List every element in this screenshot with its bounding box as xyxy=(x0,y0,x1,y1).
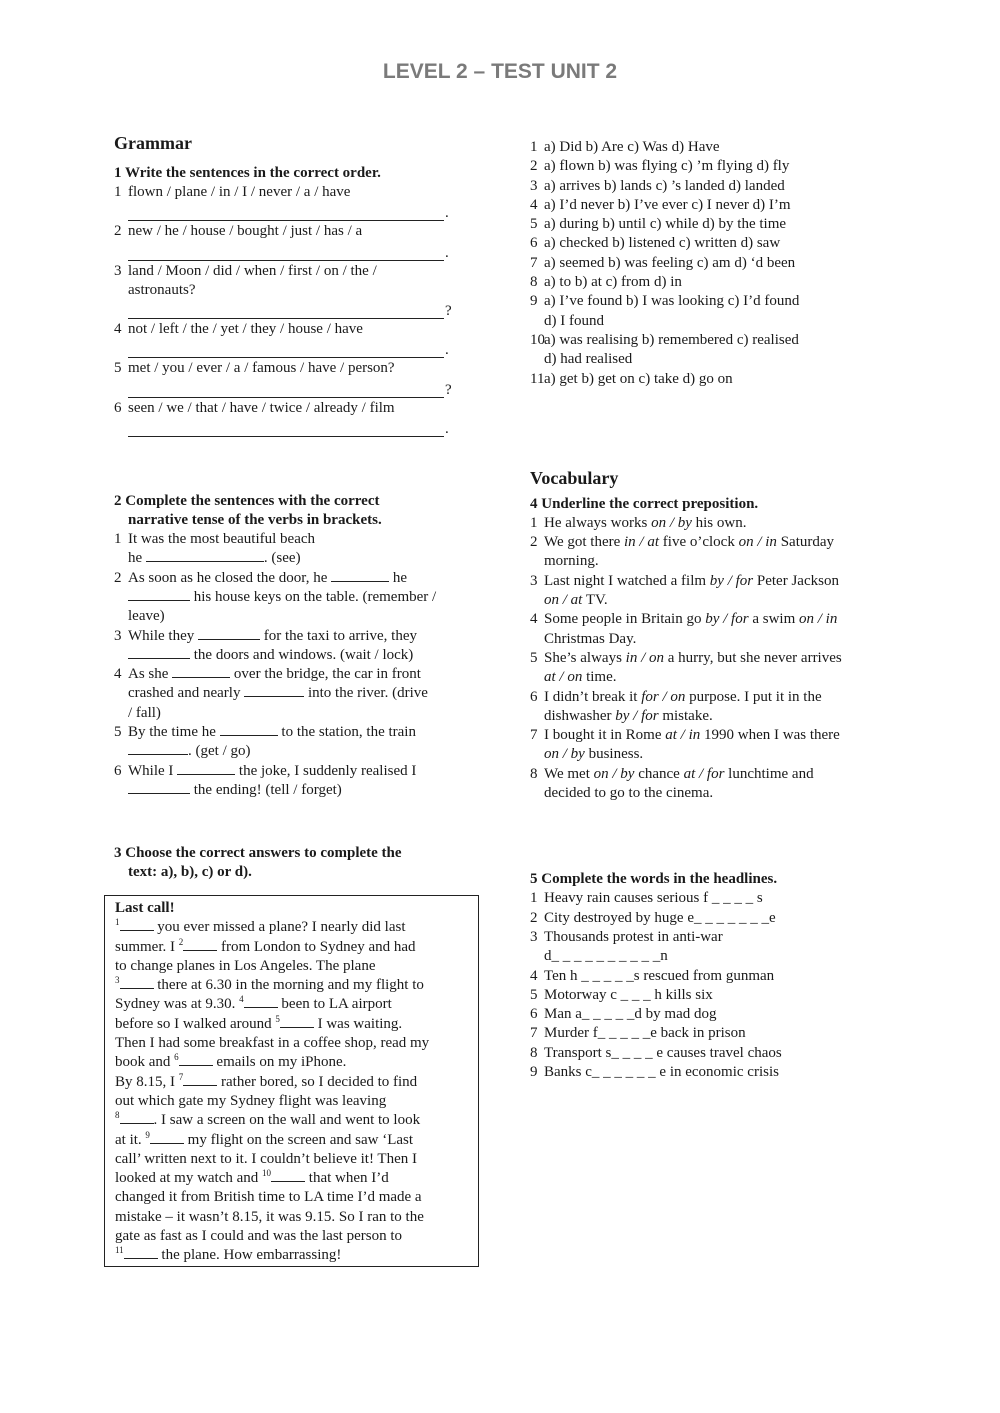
gap-6[interactable] xyxy=(179,1053,213,1066)
ex2-instruction: 2 Complete the sentences with the correct xyxy=(114,493,380,510)
vocabulary-heading: Vocabulary xyxy=(530,467,619,488)
option-row-4[interactable]: 4 a) I’d never b) I’ve ever c) I never d) I’m xyxy=(530,196,791,213)
answer-line[interactable] xyxy=(128,242,444,261)
ex3-instruction: 3 Choose the correct answers to complete the xyxy=(114,845,402,862)
ex1-item-6: 6 seen / we / that / have / twice / already / film . xyxy=(114,399,449,438)
right-column: 1 a) Did b) Are c) Was d) Have 2 a) flown b) was flying c) ’m flying d) fly 3 a) arrives b) lands c) ’s landed d) landed 4 a) I’d never b) I’ve ever c) I never d) I’m 5 a) during b) until c) while d) by the time 6 a) checked b) listened c) written d) saw 7 a) seemed b) was feeling c) am d) ‘d been 8 a) to b) at c) from d) in 9 a) I’ve found b) I was looking c) I’d found d) I found 10 a) was realising b) remembered c) realised d) had realised 11 a) get b) get on c) take d) go on Vocabulary 4 Underline the correct preposition. 1 He always works on / by his own. 2 We got there in / at five o’clock on / in Saturday morning. 3 Last night I watched a film by / for Peter Jackson on / at TV. 4 Some people in Britain go by / for a swim on / in Christmas Day. 5 She’s always in / on a hurry, but she never arrives at / on time. 6 I didn’t break it for / on purpose. I put it in the dishwasher by / for mistake. 7 I bought it in Rome at / in 1990 when I was there on / by business. 8 We met on / by chance at / for lunchtime and decided to go to the cinema. 5 Complete the words in the headlines. 1 Heavy rain causes serious f _ _ _ _ s 2 City destroyed by huge e_ _ _ _ _ _ _e 3 Thousands protest in anti-war d_ _ _ _ _ _ _ _ _ _n 4 Ten h _ _ _ _ _s rescued from gunman 5 Motorway c _ _ _ h kills six 6 Man a_ _ _ _ _d by mad dog 7 Murder f_ _ _ _ _e back in prison 8 Transport s_ _ _ _ e causes travel chaos 9 Banks c_ _ _ _ _ _ e in economic crisis xyxy=(530,138,890,1082)
ex4-item-7: 7 I bought it in Rome at / in 1990 when I was there xyxy=(530,727,840,744)
gap-1[interactable] xyxy=(120,918,154,931)
ex2-item-1: 1 It was the most beautiful beach xyxy=(114,531,316,548)
gap-10[interactable] xyxy=(271,1169,305,1182)
left-column: Grammar 1 Write the sentences in the correct order. 1 flown / plane / in / I / never / a / have . 2 new / he / house / bought / just / has / a . 3 land / Moon / did / when / first / on / the / astronauts? ? 4 not / left / the / yet / they / house / have . 5 met / you / ever / a / famous / have / person? ? 6 seen / we / that / have / twice / already / film . 2 Complete the sentences with the correct narrative tense of the verbs in brackets. 1 It was the most beautiful beach he . (see) 2 As soon as he closed the door, he he his house keys on the table. (remember / leave) 3 While they for the taxi to arrive, they the doors and windows. (wait / lock) 4 As she over the bridge, the car in front crashed and nearly into the river. (drive / fall) 5 By the time he to the station, the train . (get / go) 6 While I the joke, I suddenly realised I the ending! (tell / forget) 3 Choose the correct answers to complete the text: a), b), c) or d). xyxy=(114,130,484,882)
item-text: new / he / house / bought / just / has / a xyxy=(128,223,363,240)
choice[interactable]: in / on xyxy=(625,649,665,666)
choice[interactable]: on / at xyxy=(544,592,583,609)
headline-9[interactable]: 9 Banks c_ _ _ _ _ _ e in economic crisis xyxy=(530,1063,779,1080)
option-row-3[interactable]: 3 a) arrives b) lands c) ’s landed d) landed xyxy=(530,177,785,194)
headline-6[interactable]: 6 Man a_ _ _ _ _d by mad dog xyxy=(530,1006,717,1023)
ex4-instruction: 4 Underline the correct preposition. xyxy=(530,495,759,512)
headline-5[interactable]: 5 Motorway c _ _ _ h kills six xyxy=(530,986,713,1003)
choice[interactable]: at / on xyxy=(544,669,583,686)
headline-1[interactable]: 1 Heavy rain causes serious f _ _ _ _ s xyxy=(530,890,763,907)
gap[interactable] xyxy=(244,684,304,697)
gap-8[interactable] xyxy=(120,1111,154,1124)
headline-7[interactable]: 7 Murder f_ _ _ _ _e back in prison xyxy=(530,1025,746,1042)
ex1-item-3: 3 land / Moon / did / when / first / on / the / astronauts? ? xyxy=(114,262,452,320)
choice[interactable]: on / by xyxy=(544,746,585,763)
item-text: not / left / the / yet / they / house / have xyxy=(128,321,363,338)
ex1-item-2: 2 new / he / house / bought / just / has / a . xyxy=(114,223,449,261)
gap[interactable] xyxy=(198,627,260,640)
gap-3[interactable] xyxy=(120,976,154,989)
ex3-instruction-cont: text: a), b), c) or d). xyxy=(128,864,252,881)
gap[interactable] xyxy=(128,742,188,755)
gap[interactable] xyxy=(128,781,190,794)
gap[interactable] xyxy=(128,588,190,601)
ex4-item-3: 3 Last night I watched a film by / for Peter Jackson xyxy=(530,572,839,589)
answer-line[interactable] xyxy=(128,202,444,221)
ex5-instruction: 5 Complete the words in the headlines. xyxy=(530,871,778,888)
grammar-heading: Grammar xyxy=(114,133,192,153)
headline-8[interactable]: 8 Transport s_ _ _ _ e causes travel chaos xyxy=(530,1044,782,1061)
gap[interactable] xyxy=(220,723,278,736)
choice[interactable]: on / in xyxy=(738,534,777,551)
gap-2[interactable] xyxy=(183,938,217,951)
option-row-1[interactable]: 1 a) Did b) Are c) Was d) Have xyxy=(530,139,720,155)
gap[interactable] xyxy=(172,665,230,678)
item-text-cont: astronauts? xyxy=(128,281,196,298)
gap[interactable] xyxy=(331,569,389,582)
choice[interactable]: for / on xyxy=(641,688,686,705)
ex2-item-4: 4 As she over the bridge, the car in front xyxy=(114,666,421,683)
answer-line[interactable] xyxy=(128,418,444,437)
choice[interactable]: at / in xyxy=(665,727,701,744)
choice[interactable]: at / for xyxy=(683,765,725,782)
item-text: seen / we / that / have / twice / already / film xyxy=(128,399,395,416)
story-title: Last call! xyxy=(115,900,175,916)
headline-2[interactable]: 2 City destroyed by huge e_ _ _ _ _ _ _e xyxy=(530,909,776,926)
choice[interactable]: on / by xyxy=(593,765,635,782)
answer-line[interactable] xyxy=(128,379,444,398)
choice[interactable]: in / at xyxy=(624,534,660,551)
ex2-item-5: 5 By the time he to the station, the train xyxy=(114,724,416,741)
ex4-item-6: 6 I didn’t break it for / on purpose. I put it in the xyxy=(530,688,822,705)
ex4-item-4: 4 Some people in Britain go by / for a swim on / in xyxy=(530,611,838,628)
item-text: met / you / ever / a / famous / have / person? xyxy=(128,360,395,377)
gap-11[interactable] xyxy=(124,1246,158,1259)
choice[interactable]: by / for xyxy=(615,707,659,724)
answer-options: 1 a) Did b) Are c) Was d) Have 2 a) flown b) was flying c) ’m flying d) fly 3 a) arrives b) lands c) ’s landed d) landed 4 a) I’d never b) I’ve ever c) I never d) I’m 5 a) during b) until c) while d) by the time 6 a) checked b) listened c) written d) saw 7 a) seemed b) was feeling c) am d) ‘d been 8 a) to b) at c) from d) in 9 a) I’ve found b) I was looking c) I’d found d) I found 10 a) was realising b) remembered c) realised d) had realised 11 a) get b) get on c) take d) go on xyxy=(530,138,890,389)
ex4-item-5: 5 She’s always in / on a hurry, but she never arrives xyxy=(530,649,842,666)
choice[interactable]: on / by xyxy=(651,514,692,531)
ex2-instruction-cont: narrative tense of the verbs in brackets. xyxy=(128,512,382,529)
option-row-5[interactable]: 5 a) during b) until c) while d) by the time xyxy=(530,216,787,233)
option-row-2[interactable]: 2 a) flown b) was flying c) ’m flying d) fly xyxy=(530,158,790,175)
story-box: Last call! $^1$ you ever missed a plane? I nearly did last summer. I $^2$ from London to Sydney and had to change planes in Los Angeles. The plane $^3$ there at 6.30 in the morning and my flight to Sydney was at 9.30. $^4$ been to LA airport before so I walked around $^5$ I was waiting. Then I had some breakfast in a coffee shop, read my book and $^6$ emails on my iPhone. By 8.15, I $^7$ rather bored, so I decided to find out which gate my Sydney flight was leaving $^8$ . I saw a screen on the wall and went to look at it. $^9$ my flight on the screen and saw ‘Last call’ written next to it. I couldn’t believe it! Then I looked at my watch and $^{10}$ that when I’d changed it from British time to LA time I’d made a mistake – it wasn’t 8.15, it was 9.15. So I ran to the gate as fast as I could and was the last person to $^{11}$ the plane. How embarrassing! xyxy=(104,895,479,1267)
answer-line[interactable] xyxy=(128,339,444,358)
ex2-item-2: 2 As soon as he closed the door, he he xyxy=(114,569,408,586)
ex4-item-1: 1 He always works on / by his own. xyxy=(530,514,747,531)
headline-4[interactable]: 4 Ten h _ _ _ _ _s rescued from gunman xyxy=(530,967,775,984)
choice[interactable]: on / in xyxy=(799,611,838,628)
page-title: LEVEL 2 – TEST UNIT 2 xyxy=(382,60,618,83)
ex1-item-1: 1 flown / plane / in / I / never / a / have . xyxy=(114,184,449,222)
ex1-item-4: 4 not / left / the / yet / they / house / have . xyxy=(114,321,449,359)
ex1-item-5: 5 met / you / ever / a / famous / have / person? ? xyxy=(114,360,452,398)
headline-3[interactable]: 3 Thousands protest in anti-war xyxy=(530,928,723,945)
option-row-6[interactable]: 6 a) checked b) listened c) written d) saw xyxy=(530,235,781,252)
gap[interactable] xyxy=(177,762,235,775)
gap[interactable] xyxy=(128,646,190,659)
item-number: 1 xyxy=(114,184,122,200)
ex2-item-6: 6 While I the joke, I suddenly realised I xyxy=(114,762,417,779)
choice[interactable]: by / for xyxy=(705,611,749,628)
ex4-item-2: 2 We got there in / at five o’clock on / in Saturday xyxy=(530,534,835,551)
option-row-7[interactable]: 7 a) seemed b) was feeling c) am d) ‘d been xyxy=(530,254,796,271)
gap-9[interactable] xyxy=(150,1131,184,1144)
gap-4[interactable] xyxy=(244,995,278,1008)
answer-line[interactable] xyxy=(128,300,444,319)
option-row-10[interactable]: 10 a) was realising b) remembered c) realised xyxy=(530,331,799,348)
choice[interactable]: by / for xyxy=(709,572,754,589)
option-row-11[interactable]: 11 a) get b) get on c) take d) go on xyxy=(530,370,733,387)
ex4-item-8: 8 We met on / by chance at / for lunchtime and xyxy=(530,765,814,782)
ex1-instruction: 1 Write the sentences in the correct order. xyxy=(114,165,381,181)
gap-5[interactable] xyxy=(280,1015,314,1028)
item-text: flown / plane / in / I / never / a / have xyxy=(128,184,351,200)
ex2-item-3: 3 While they for the taxi to arrive, they xyxy=(114,627,418,644)
item-text: land / Moon / did / when / first / on / the / xyxy=(128,262,377,279)
gap-7[interactable] xyxy=(183,1073,217,1086)
option-row-9[interactable]: 9 a) I’ve found b) I was looking c) I’d found xyxy=(530,293,800,310)
option-row-8[interactable]: 8 a) to b) at c) from d) in xyxy=(530,274,682,291)
gap[interactable] xyxy=(146,549,264,562)
